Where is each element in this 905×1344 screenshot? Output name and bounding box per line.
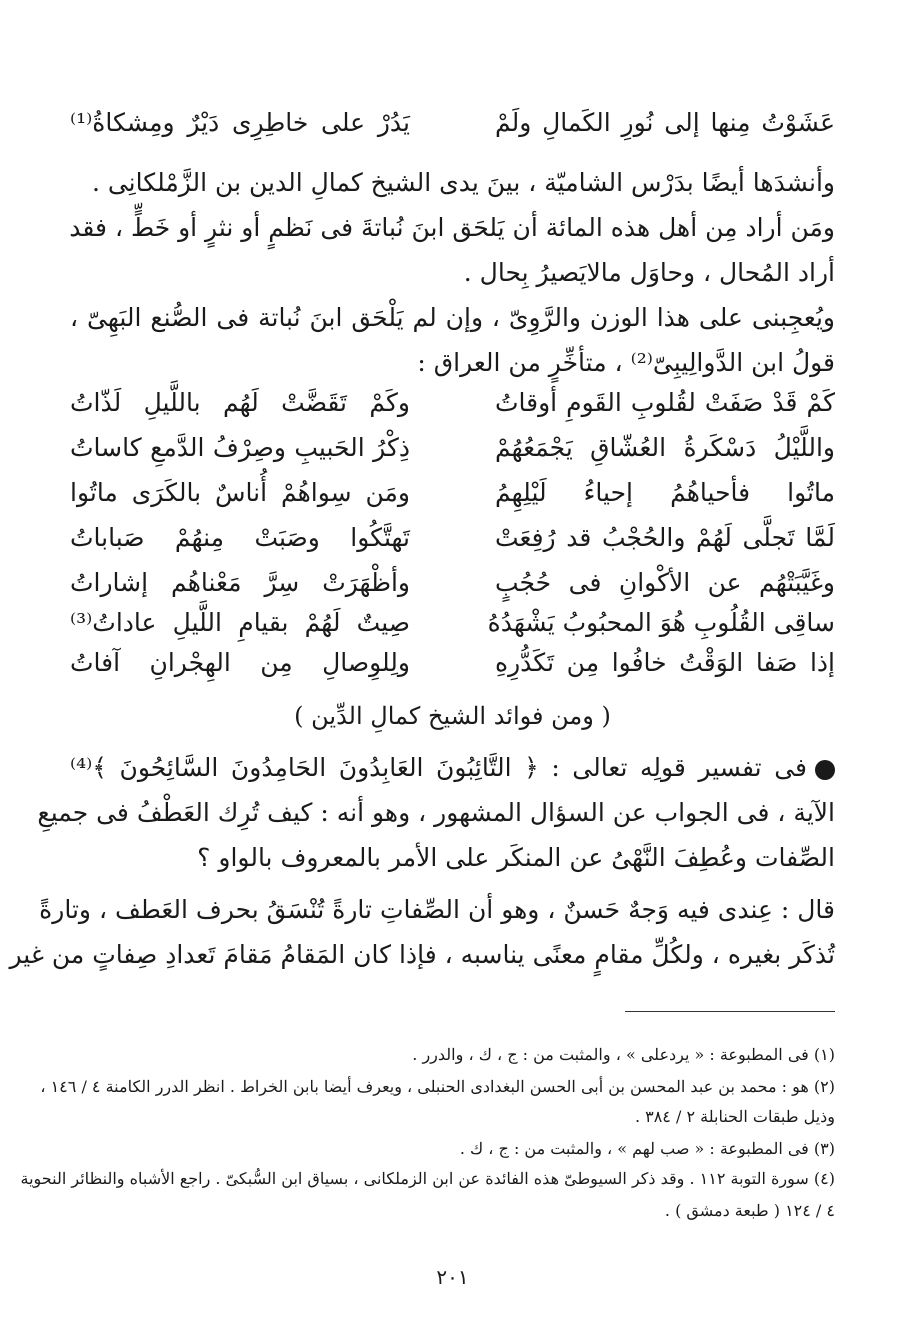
verse-line (70, 383, 835, 423)
footnote-line: (٤) سورة التوبة ١١٢ . وقد ذكر السيوطىّ هذه الفائدة عن ابن الزملكانى ، بسياق ابن السُّبكىّ . راجع الأشباه والنظائر النحوية (20, 1169, 835, 1188)
verse-left-hemistich: ومَن سِواهُمْ أُناسٌ بالكَرَى ماتُوا (70, 478, 410, 507)
verse-right-hemistich: إذا صَفا الوَقْتُ خافُوا مِن تَكَدُّرِهِ (495, 648, 835, 677)
text-line: قولُ ابن الدَّوالِيبِىّ⁽²⁾ ، متأخِّرٍ من العراق : (417, 348, 835, 377)
verse-left-hemistich: وكَمْ تَقَضَّتْ لَهُم باللَّيلِ لَذّاتُ (70, 388, 410, 417)
verse-left-hemistich: تَهتَّكُوا وصَبَتْ مِنهُمْ صَباباتُ (70, 523, 410, 552)
text-line: تُذكَر بغيره ، ولكُلِّ مقامٍ معنًى يناسبه ، فإذا كان المَقامُ مَقامَ تَعدادِ صِفاتٍ من غير (9, 940, 835, 969)
verse-left-hemistich: يَدُرْ على خاطِرِى دَيْرٌ ومِشكاةُ⁽¹⁾ (70, 108, 410, 137)
verse-line (70, 518, 835, 558)
verse-line (70, 428, 835, 468)
text-line: ويُعجِبنى على هذا الوزن والرَّوِىّ ، وإن لم يَلْحَق ابنَ نُباتة فى الصُّنع البَهِىّ ، (70, 303, 835, 332)
verse-left-hemistich: ولِلوِصالِ مِن الهِجْرانِ آفاتُ (70, 648, 410, 677)
text-line: ومَن أراد مِن أهل هذه المائة أن يَلحَق ابنَ نُباتةَ فى نَظمٍ أو نثرٍ أو خَطٍّ ، فقد (69, 213, 835, 242)
footnote-line: وذيل طبقات الحنابلة ٢ / ٣٨٤ . (634, 1107, 835, 1126)
verse-right-hemistich: كَمْ قَدْ صَفَتْ لقُلوبِ القَومِ أوقاتُ (495, 388, 835, 417)
footnote-line: ٤ / ١٢٤ ( طبعة دمشق ) . (664, 1201, 835, 1220)
verse-right-hemistich: عَشَوْتُ مِنها إلى نُورِ الكَمالِ ولَمْ (495, 108, 835, 137)
verse-line (70, 563, 835, 603)
verse-right-hemistich: وغَيَّبَتْهُم عن الأكْوانِ فى حُجُبٍ (495, 568, 835, 597)
page-number: ٢٠١ (436, 1265, 469, 1289)
verse-left-hemistich: ذِكْرُ الحَبيبِ وصِرْفُ الدَّمعِ كاساتُ (70, 433, 410, 462)
bullet-dot-icon (815, 760, 835, 780)
text-line-content: فى تفسير قولِه تعالى : ﴿ التَّائِبُونَ العَابِدُونَ الحَامِدُونَ السَّائِحُونَ ﴾⁽⁴⁾ (70, 753, 807, 782)
verse-left-hemistich: وأظْهَرَتْ سِرَّ مَعْناهُم إشاراتُ (70, 568, 410, 597)
text-line: الآية ، فى الجواب عن السؤال المشهور ، وهو أنه : كيف تُرِك العَطْفُ فى جميعِ (37, 798, 835, 827)
footnote-line: (٣) فى المطبوعة : « صب لهم » ، والمثبت من : ج ، ك . (459, 1139, 835, 1158)
section-heading: ( ومن فوائد الشيخ كمالِ الدِّين ) (294, 702, 611, 730)
text-line: قال : عِندى فيه وَجهٌ حَسنٌ ، وهو أن الصِّفاتِ تارةً تُنْسَقُ بحرف العَطف ، وتارةً (39, 895, 835, 924)
footnote-line: (٢) هو : محمد بن عبد المحسن بن أبى الحسن البغدادى الحنبلى ، ويعرف أيضا بابن الخراط . انظر الدرر الكامنة ٤ / ١٤٦ ، (40, 1077, 835, 1096)
footnote-separator (625, 1011, 835, 1012)
text-line: وأنشدَها أيضًا بدَرْس الشاميّة ، بينَ يدى الشيخ كمالِ الدين بن الزَّمْلكانِى . (91, 168, 835, 197)
verse-line (70, 643, 835, 683)
text-line: الصِّفات وعُطِفَ النَّهْىُ عن المنكَر على الأمر بالمعروف بالواو ؟ (197, 843, 835, 872)
text-line: أراد المُحال ، وحاوَل مالايَصيرُ بِحال . (463, 258, 835, 287)
verse-left-hemistich: صِيتٌ لَهُمْ بقيامِ اللَّيلِ عاداتُ⁽³⁾ (70, 608, 410, 637)
verse-right-hemistich: لَمَّا تَجلَّى لَهُمْ والحُجْبُ قد رُفِعَتْ (495, 523, 835, 552)
footnote-line: (١) فى المطبوعة : « يردعلى » ، والمثبت من : ج ، ك ، والدرر . (412, 1045, 835, 1064)
verse-line (70, 473, 835, 513)
verse-right-hemistich: ماتُوا فأحياهُمُ إحياءُ لَيْلِهِمُ (495, 478, 835, 507)
verse-right-hemistich: واللَّيْلُ دَسْكَرةُ العُشّاقِ يَجْمَعُهُمْ (495, 433, 835, 462)
verse-line (70, 603, 835, 643)
verse-line (70, 103, 835, 143)
verse-right-hemistich: ساقِى القُلُوبِ هُوَ المحبُوبُ يَشْهَدُهُ (487, 608, 835, 637)
text-line (70, 748, 835, 788)
